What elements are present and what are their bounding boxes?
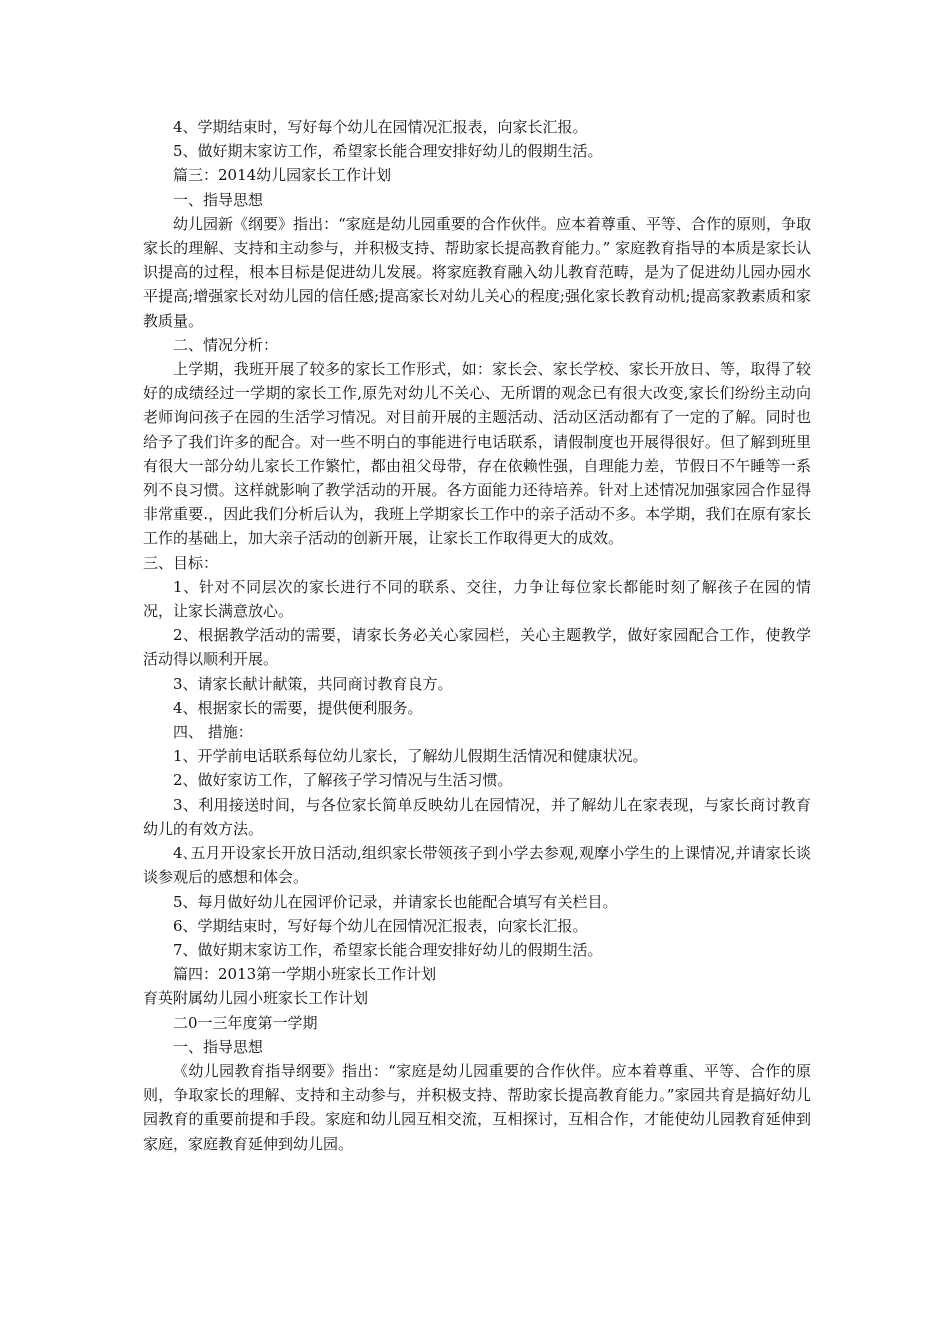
list-item: 6、学期结束时，写好每个幼儿在园情况汇报表，向家长汇报。 [173, 916, 588, 935]
list-item: 3、请家长献计献策，共同商讨教育良方。 [173, 674, 453, 693]
heading: 三、目标： [143, 553, 219, 572]
paragraph: 《幼儿园教育指导纲要》指出：“家庭是幼儿园重要的合作伙伴。应本着尊重、平等、合作的原则，争取家长的理解、支持和主动参与，并积极支持、帮助家长提高教育能力。”家园共育是搞好幼儿园教育的重要前提和手段。家庭和幼儿园互相交流，互相探讨，互相合作，才能使幼儿园教育延伸到家庭，家庭教育延伸到幼儿园。 [143, 1061, 811, 1153]
subtitle: 二0一三年度第一学期 [173, 1013, 318, 1032]
list-item: 4、根据家长的需要，提供便利服务。 [173, 698, 423, 717]
heading: 一、指导思想 [173, 190, 264, 209]
heading: 一、指导思想 [173, 1037, 264, 1056]
paragraph: 幼儿园新《纲要》指出：“家庭是幼儿园重要的合作伙伴。应本着尊重、平等、合作的原则，争取家长的理解、支持和主动参与，并积极支持、帮助家长提高教育能力。” 家庭教育指导的本质是家长认识提高的过程，根本目标是促进幼儿发展。将家庭教育融入幼儿教育范畴，是为了促进幼儿园办园水平提高;增强家长对幼儿园的信任感;提高家长对幼儿关心的程度;强化家长教育动机;提高家教素质和家教质量。 [143, 214, 811, 330]
section-title: 篇三：2014幼儿园家长工作计划 [173, 166, 392, 185]
document-body [143, 115, 811, 1156]
heading: 二、情况分析： [173, 335, 279, 354]
list-item: 4､五月开设家长开放日活动,组织家长带领孩子到小学去参观,观摩小学生的上课情况,并请家长谈谈参观后的感想和体会。 [143, 844, 811, 887]
list-item: 1、开学前电话联系每位幼儿家长，了解幼儿假期生活情况和健康状况。 [173, 747, 648, 766]
paragraph: 上学期，我班开展了较多的家长工作形式，如：家长会、家长学校、家长开放日、等，取得了较好的成绩经过一学期的家长工作,原先对幼儿不关心、无所谓的观念已有很大改变,家长们纷纷主动向老师询问孩子在园的生活学习情况。对目前开展的主题活动、活动区活动都有了一定的了解。同时也给予了我们许多的配合。对一些不明白的事能进行电话联系，请假制度也开展得很好。但了解到班里有很大一部分幼儿家长工作繁忙，都由祖父母带，存在依赖性强，自理能力差，节假日不午睡等一系列不良习惯。这样就影响了教学活动的开展。各方面能力还待培养。针对上述情况加强家园合作显得非常重要.，因此我们分析后认为，我班上学期家长工作中的亲子活动不多。本学期，我们在原有家长工作的基础上，加大亲子活动的创新开展，让家长工作取得更大的成效。 [143, 360, 811, 548]
list-item: 1、针对不同层次的家长进行不同的联系、交往，力争让每位家长都能时刻了解孩子在园的情况，让家长满意放心。 [143, 577, 811, 621]
heading: 四、 措施： [173, 723, 253, 742]
paragraph: 4、学期结束时，写好每个幼儿在园情况汇报表，向家长汇报。 [173, 118, 588, 136]
list-item: 2、根据教学活动的需要，请家长务必关心家园栏，关心主题教学，做好家园配合工作，使教学活动得以顺利开展。 [143, 626, 811, 669]
document-title: 育英附属幼儿园小班家长工作计划 [143, 989, 369, 1008]
list-item: 7、做好期末家访工作，希望家长能合理安排好幼儿的假期生活。 [173, 940, 603, 959]
paragraph: 5、做好期末家访工作，希望家长能合理安排好幼儿的假期生活。 [173, 142, 603, 161]
list-item: 3、利用接送时间，与各位家长简单反映幼儿在园情况，并了解幼儿在家表现，与家长商讨教育幼儿的有效方法。 [143, 795, 811, 838]
section-title: 篇四：2013第一学期小班家长工作计划 [173, 965, 437, 984]
list-item: 2、做好家访工作，了解孩子学习情况与生活习惯。 [173, 771, 513, 790]
list-item: 5、每月做好幼儿在园评价记录，并请家长也能配合填写有关栏目。 [173, 892, 618, 911]
